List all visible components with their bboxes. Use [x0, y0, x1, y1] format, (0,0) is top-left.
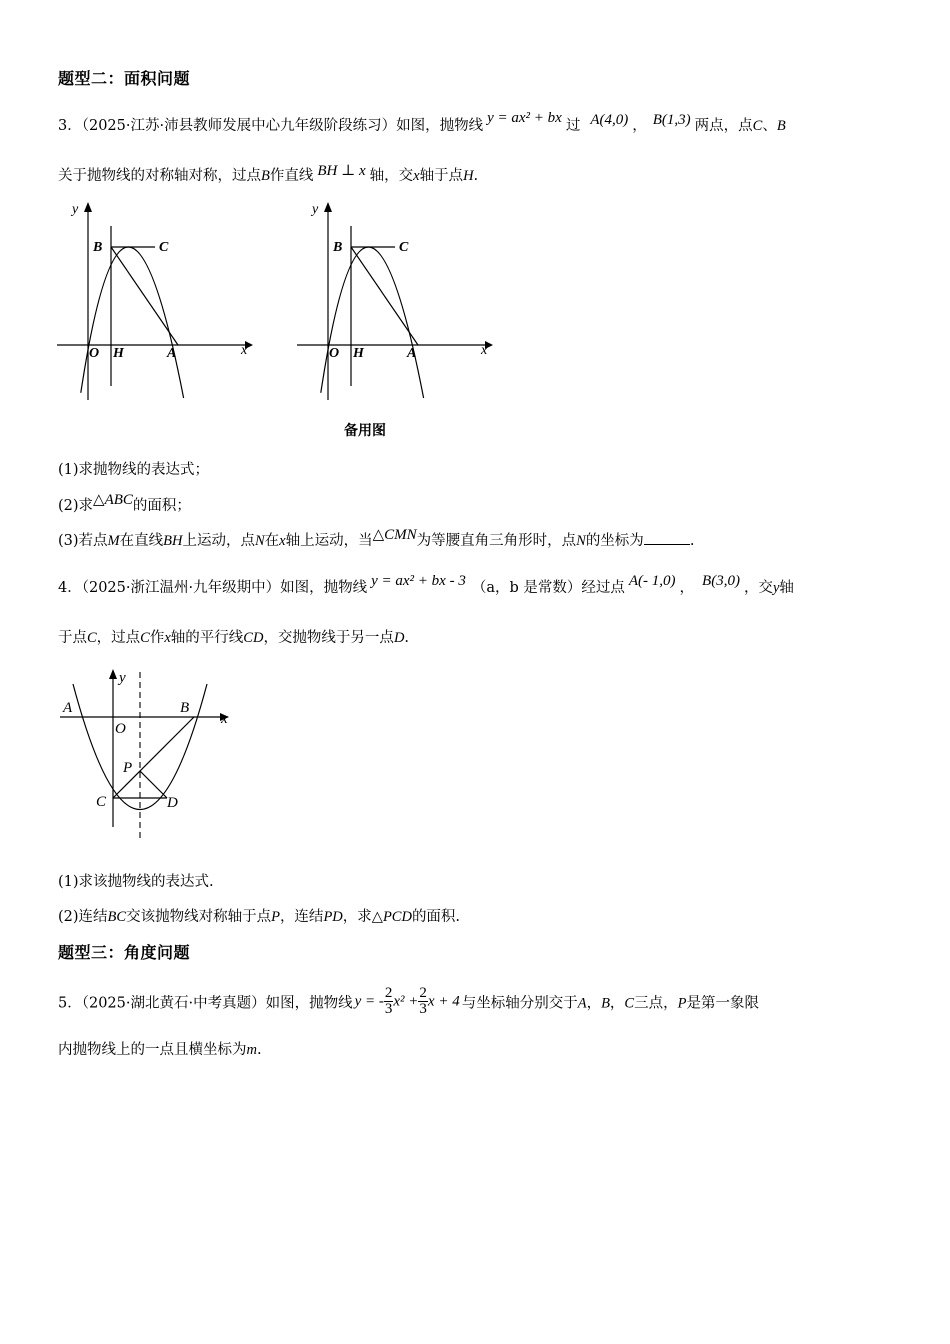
question-text: ，连结 [279, 909, 324, 925]
punctuation: . [689, 533, 695, 549]
triangle-cmn: △CMN [372, 527, 417, 543]
point-label: B [776, 118, 786, 134]
triangle-abc: △ABC [93, 492, 133, 508]
question-text: （a，b 是常数） [471, 580, 582, 596]
axis-label: x [413, 168, 420, 184]
point-label: H [463, 168, 474, 184]
point-a: A(4,0) [590, 112, 629, 128]
formula-part: x + 4 [427, 993, 460, 1010]
label-a: A [63, 700, 73, 716]
y-axis-arrow [84, 202, 92, 212]
label-b: B [333, 240, 343, 255]
question-text: 过 [565, 118, 581, 134]
question-text: 轴于点 [419, 168, 464, 184]
question-text: (2)求 [58, 498, 94, 514]
point-label: P [271, 909, 280, 925]
question-text: 交该抛物线对称轴于点 [126, 909, 272, 925]
separator: ， [632, 118, 647, 134]
question-text: ，过点 [96, 630, 141, 646]
punctuation: . [404, 630, 410, 646]
label-a: A [167, 346, 177, 361]
triangle-label: PCD [382, 909, 412, 925]
variable-label: m [246, 1042, 257, 1058]
label-o: O [329, 346, 340, 361]
q4-sub1: (1)求该抛物线的表达式. [58, 874, 214, 890]
point-label: B [261, 168, 270, 184]
question-3-line-2 [58, 164, 478, 185]
question-text: ，求△ [342, 909, 383, 925]
q3-figure-spare [295, 198, 495, 408]
label-h: H [113, 346, 124, 361]
point-label: C [752, 118, 763, 134]
question-text: 的面积； [132, 498, 191, 514]
label-a: A [407, 346, 417, 361]
segment-pd [140, 771, 167, 798]
question-text: 三点， [634, 995, 678, 1012]
label-y: y [72, 202, 79, 217]
answer-blank[interactable] [644, 532, 690, 545]
numerator: 2 [384, 985, 393, 1001]
q3-sub3 [58, 529, 694, 550]
section-heading-angle: 题型三：角度问题 [58, 943, 191, 962]
question-text: 轴上运动，当 [285, 533, 373, 549]
label-x: x [481, 343, 488, 358]
label-h: H [353, 346, 364, 361]
question-text: 的坐标为 [585, 533, 644, 549]
question-text: 的面积. [411, 909, 461, 925]
question-number: 3． [58, 118, 82, 134]
parabola-formula: y = ax² + bx - 3 [371, 573, 466, 589]
axis-label: y [772, 580, 780, 596]
line-label: BC [107, 909, 127, 925]
question-3-line-1 [58, 110, 786, 135]
question-text: 经过点 [581, 580, 625, 596]
denominator: 3 [384, 1001, 393, 1017]
axis-label: x [164, 630, 171, 646]
point-label: N [576, 533, 586, 549]
question-text: ，交抛物线于另一点 [263, 630, 394, 646]
point-label: A [577, 995, 587, 1012]
question-number: 4． [58, 580, 82, 596]
point-label: C [87, 630, 97, 646]
label-p: P [123, 760, 133, 776]
question-text: 如图，抛物线 [396, 118, 484, 134]
point-b: B(3,0) [702, 573, 740, 589]
question-text: 内抛物线上的一点且横坐标为 [58, 1042, 247, 1058]
question-text: 作 [149, 630, 165, 646]
y-axis-arrow [109, 669, 117, 679]
point-label: N [254, 533, 265, 549]
point-label: M [107, 533, 120, 549]
question-text: 轴 [779, 580, 794, 596]
axis-label: x [279, 533, 286, 549]
point-b: B(1,3) [652, 112, 691, 128]
question-text: 与坐标轴分别交于 [461, 995, 578, 1012]
section-heading-area: 题型二：面积问题 [58, 69, 191, 88]
y-axis-arrow [324, 202, 332, 212]
spare-figure-caption: 备用图 [344, 423, 386, 439]
label-o: O [115, 721, 126, 737]
question-5-line-2 [58, 1038, 262, 1059]
line-label: CD [243, 630, 264, 646]
question-text: 如图，抛物线 [265, 995, 353, 1012]
punctuation: . [473, 168, 479, 184]
point-label: D [393, 630, 405, 646]
label-c: C [159, 240, 169, 255]
parabola-formula [355, 986, 460, 1017]
question-4-line-1 [58, 573, 794, 597]
fraction [384, 986, 394, 1017]
label-d: D [167, 795, 178, 811]
question-text: 是第一象限 [686, 995, 759, 1012]
label-b: B [180, 700, 190, 716]
label-o: O [89, 346, 100, 361]
perpendicular-formula: BH ⊥ x [317, 163, 366, 179]
formula-part: x² + [393, 993, 419, 1010]
line-label: PD [323, 909, 343, 925]
question-text: 在直线 [119, 533, 164, 549]
question-text: 于点 [58, 630, 87, 646]
separator: ， [586, 995, 602, 1012]
question-text: 关于抛物线的对称轴对称，过点 [58, 168, 261, 184]
question-4-line-2 [58, 626, 409, 647]
question-text: 为等腰直角三角形时，点 [416, 533, 577, 549]
label-x: x [221, 711, 228, 727]
label-c: C [96, 794, 107, 810]
separator: ， [609, 995, 625, 1012]
q4-sub2 [58, 905, 460, 926]
question-source: （2025·湖北黄石·中考真题） [81, 995, 266, 1012]
question-text: 如图，抛物线 [280, 580, 368, 596]
numerator: 2 [419, 985, 427, 1001]
parabola-formula: y = ax² + bx [487, 110, 562, 126]
question-text: 作直线 [269, 168, 314, 184]
parabola-curve [321, 247, 424, 398]
question-source: （2025·江苏·沛县教师发展中心九年级阶段练习） [81, 118, 397, 134]
point-label: C [140, 630, 150, 646]
question-text: 轴，交 [369, 168, 414, 184]
q4-figure [55, 662, 245, 842]
label-x: x [241, 343, 248, 358]
question-5-line-1 [58, 985, 759, 1019]
separator: 、 [762, 118, 777, 134]
question-text: ，交 [743, 580, 773, 596]
q3-figure-main [55, 198, 255, 408]
question-text: 上运动，点 [182, 533, 255, 549]
point-label: P [677, 995, 687, 1012]
q3-sub1: (1)求抛物线的表达式； [58, 462, 210, 478]
label-c: C [399, 240, 409, 255]
label-y: y [312, 202, 319, 217]
question-text: 轴的平行线 [170, 630, 244, 646]
question-number: 5． [58, 995, 82, 1012]
label-b: B [93, 240, 103, 255]
question-text: (2)连结 [58, 909, 108, 925]
denominator: 3 [419, 1001, 427, 1017]
question-text: 两点，点 [694, 118, 753, 134]
question-source: （2025·浙江温州·九年级期中） [81, 580, 281, 596]
point-label: C [624, 995, 635, 1012]
question-text: (3)若点 [58, 533, 108, 549]
separator: ， [679, 580, 695, 596]
q3-sub2 [58, 494, 191, 515]
line-label: BH [163, 533, 183, 549]
question-text: 在 [264, 533, 280, 549]
point-a: A(- 1,0) [628, 573, 676, 589]
formula-part: y = - [354, 993, 384, 1010]
point-label: B [601, 995, 610, 1012]
parabola-curve [81, 247, 184, 398]
fraction [418, 986, 428, 1017]
punctuation: . [256, 1042, 262, 1058]
label-y: y [119, 670, 126, 686]
